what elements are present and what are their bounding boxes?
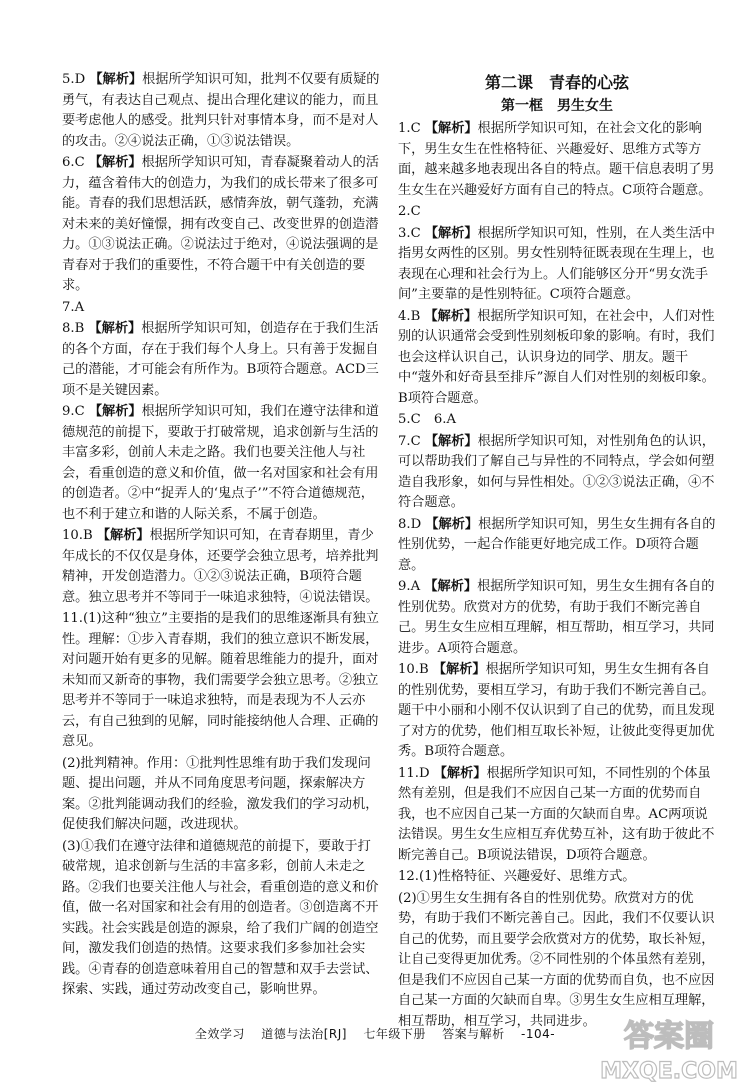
analysis-marker: 【解析】 (425, 516, 479, 532)
answer-entry: 9.C 【解析】根据所学知识可知，我们在遵守法律和道德规范的前提下，要敢于打破常规，追求创新与生活的丰富多彩，创前人未走之路。我们也要关注他人与社会，看重创造的意义和价值，做一名对国家和社会有用的创造者。②中“捉弄人的‘鬼点子’”不符合道德规范，也不利于建立和谐的人际关系，不属于创造。 (62, 404, 379, 522)
analysis-marker: 【解析】 (424, 225, 478, 241)
analysis-marker: 【解析】 (88, 155, 142, 170)
analysis-marker: 【解析】 (424, 433, 478, 449)
answer-entry: 5.C 6.A (398, 412, 456, 427)
answer-entry: 7.A (62, 299, 85, 315)
footer-grade: 七年级下册 (363, 1027, 426, 1041)
answer-entry: 12.(1)性格特征、兴趣爱好、思维方式。 (398, 869, 636, 884)
watermark-logo (594, 1006, 744, 1086)
analysis-marker: 【解析】 (88, 321, 142, 336)
section-title: 第一框 男生女生 (501, 98, 613, 114)
answer-entry: 5.D 【解析】根据所学知识可知，批判不仅要有质疑的勇气，有表达自己观点、提出合理化建议的能力，而且要考虑他人的感受。批判只针对事情本身，而不是对人的攻击。②④说法正确，①③说法错误。 (62, 72, 380, 149)
analysis-marker: 【解析】 (424, 579, 478, 594)
answer-entry: 1.C 【解析】根据所学知识可知，在社会文化的影响下，男生女生在性格特征、兴趣爱好、思维方式等方面，越来越多地表现出各自的特点。题干信息表明了男生女生在兴趣爱好方面有自己的特点。C项符合题意。 (398, 121, 715, 198)
analysis-marker: 【解析】 (424, 308, 478, 324)
answer-entry: 6.C 【解析】根据所学知识可知，青春凝聚着动人的活力，蕴含着伟大的创造力，为我们的成长带来了很多可能。青春的我们思想活跃，感情奔放，朝气蓬勃，充满对未来的美好憧憬，拥有改变自己、改变世界的创造潜力。①③说法正确。②说法过于绝对，④说法强调的是青春对于我们的重要性，不符合题干中有关创造的要求。 (62, 155, 379, 293)
answer-entry: 10.B 【解析】根据所学知识可知，在青春期里，青少年成长的不仅仅是身体，还要学会独立思考，培养批判精神，开发创造潜力。①②③说法正确，B项符合题意。独立思考并不等同于一味追求独特，④说法错误。 (62, 528, 379, 605)
answer-entry: (2)①男生女生拥有各自的性别优势。欣赏对方的优势，有助于我们不断完善自己。因此，我们不仅要认识自己的优势，而且要学会欣赏对方的优势，取长补短，让自己变得更加优秀。②不同性别的个体虽然有差别，但是我们不应因自己某一方面的优势而自负，也不应因自己某一方面的欠缺而自卑。③男生女生应相互理解，相互帮助，相互学习，共同进步。 (398, 890, 715, 1029)
analysis-marker: 【解析】 (432, 662, 486, 677)
footer-label: 答案与解析 (442, 1027, 505, 1041)
analysis-marker: 【解析】 (424, 121, 478, 136)
answer-entry: 4.B 【解析】根据所学知识可知，在社会中，人们对性别的认识通常会受到性别刻板印象的影响。有时，我们也会这样认识自己，认识身边的同学、朋友。题干中“蔻外和好奇县至排斥”源自人们对性别的刻板印象。B项符合题意。 (398, 308, 715, 406)
answer-entry: 8.D 【解析】根据所学知识可知，男生女生拥有各自的性别优势，一起合作能更好地完成工作。D项符合题意。 (398, 516, 716, 573)
answer-entry: 11.D 【解析】根据所学知识可知，不同性别的个体虽然有差别，但是我们不应因自己某一方面的优势而自我，也不应因自己某一方面的欠缺而自卑。AC两项说法错误。男生女生应相互弃优势互补，这有助于彼此不断完善自己。B项说法错误，D项符合题意。 (398, 765, 715, 863)
right-column (398, 70, 716, 1033)
footer-page-number: -104- (521, 1027, 556, 1041)
answer-entry: (3)①我们在遵守法律和道德规范的前提下，要敢于打破常规，追求创新与生活的丰富多彩，创前人未走之路。②我们也要关注他人与社会，看重创造的意义和价值，做一名对国家和社会有用的创造者。③创造离不开实践。社会实践是创造的源泉，给了我们广阔的创造空间，激发我们创造的热情。这要求我们多参加社会实践。④青春的创造意味着用自己的智慧和双手去尝试、探索、实践，通过劳动改变自己，影响世界。 (62, 838, 379, 997)
answer-entry: 11.(1)这种“独立”主要指的是我们的思维逐渐具有独立性。理解：①步入青春期，我们的独立意识不断发展，对问题开始有更多的见解。随着思维能力的提升，面对未知而又新奇的事物，我们需要学会独立思考。②独立思考并不等同于一味追求独特，而是表现为不人云亦云，有自己独到的见解，同时能接纳他人合理、正确的意见。 (62, 611, 379, 749)
footer-brand: 全效学习 (194, 1027, 245, 1041)
answer-entry: 2.C (398, 204, 421, 219)
answer-entry: 8.B 【解析】根据所学知识可知，创造存在于我们生活的各个方面，存在于我们每个人身上。只有善于发掘自己的潜能，才可能会有所作为。B项符合题意。ACD三项不是关键因素。 (62, 321, 379, 398)
answer-entry: 3.C 【解析】根据所学知识可知，性别，在人类生活中指男女两性的区别。男女性别特征既表现在生理上，也表现在心理和社会行为上。人们能够区分开“男女洗手间”主要靠的是性别特征。C项符合题意。 (398, 225, 715, 302)
footer-subject: 道德与法治[RJ] (261, 1027, 347, 1041)
analysis-marker: 【解析】 (88, 404, 142, 419)
left-column (62, 70, 380, 1002)
answer-entry: (2)批判精神。作用：①批判性思维有助于我们发现问题、提出问题，并从不同角度思考问题，探索解决方案。②批判能调动我们的经验，激发我们的学习动机，促使我们解决问题，改进现状。 (62, 755, 379, 832)
analysis-marker: 【解析】 (89, 72, 143, 87)
lesson-title: 第二课 青春的心弦 (484, 73, 629, 92)
watermark-text: 答案圈 (624, 1019, 714, 1054)
answer-entry: 10.B 【解析】根据所学知识可知，男生女生拥有各自的性别优势，要相互学习，有助于我们不断完善自己。题干中小丽和小刚不仅认识到了自己的优势，而且发现了对方的优势，他们相互取长补短，让彼此变得更加优秀。B项符合题意。 (398, 662, 715, 759)
analysis-marker: 【解析】 (433, 765, 487, 781)
answer-entry: 9.A 【解析】根据所学知识可知，男生女生拥有各自的性别优势。欣赏对方的优势，有助于我们不断完善自己。男生女生应相互理解，相互帮助，相互学习，共同进步。A项符合题意。 (398, 579, 715, 656)
watermark-domain: MXQE.COM (600, 1059, 738, 1084)
analysis-marker: 【解析】 (96, 528, 150, 543)
answer-entry: 7.C 【解析】根据所学知识可知，对性别角色的认识，可以帮助我们了解自己与异性的不同特点，学会如何塑造自我形象，如何与异性相处。①②③说法正确，④不符合题意。 (398, 433, 715, 510)
